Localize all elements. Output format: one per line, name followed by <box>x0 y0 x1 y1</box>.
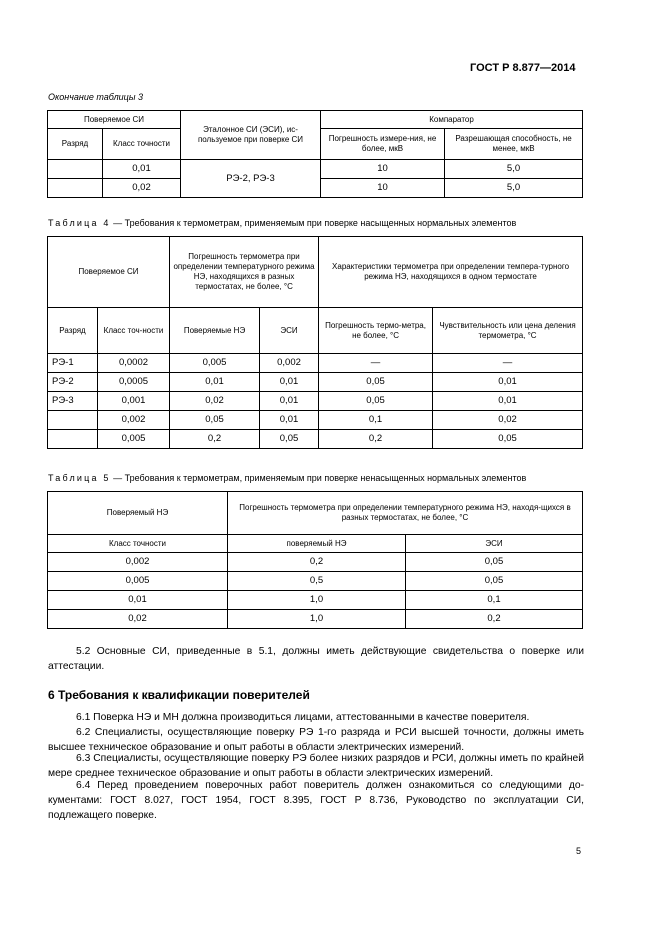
paragraph-6-2: 6.2 Специалисты, осуществляющие поверку РЭ 1-го разряда и РСИ высшей точности, должны иметь высшее техническое образование и опыт работы в области электрических измерений. <box>48 727 584 753</box>
table3-cell-reference: РЭ-2, РЭ-3 <box>181 160 321 198</box>
table-row <box>48 411 583 430</box>
table3-cell-resolution: 5,0 <box>445 179 583 198</box>
table4-cell-error: 0,05 <box>319 373 433 392</box>
table4-cell-ne: 0,2 <box>170 430 260 449</box>
table4-caption-text: — Требования к термометрам, применяемым при поверке насыщенных нормальных элементов <box>113 218 517 228</box>
table-row <box>48 373 583 392</box>
table4-cell-class: 0,001 <box>98 392 170 411</box>
table4-cell-class: 0,002 <box>98 411 170 430</box>
table4-cell-sensitivity: 0,05 <box>433 430 583 449</box>
table3-cell-rank <box>48 179 103 198</box>
table4-cell-ne: 0,01 <box>170 373 260 392</box>
table4-cell-sensitivity: 0,01 <box>433 392 583 411</box>
table-row <box>48 591 583 610</box>
table5-cell-esi: 0,2 <box>406 610 583 629</box>
table4-cell-rank: РЭ-1 <box>48 354 98 373</box>
table3-cell-class: 0,02 <box>103 179 181 198</box>
table4-caption-label: Таблица 4 <box>48 218 111 228</box>
table4 <box>47 236 583 449</box>
table4-cell-ne: 0,005 <box>170 354 260 373</box>
section-6-title: 6 Требования к квалификации поверителей <box>48 688 310 702</box>
table4-header-verified: Поверяемое СИ <box>48 237 170 308</box>
table4-header-verified-ne: Поверяемые НЭ <box>170 308 260 354</box>
table4-header-sensitivity: Чувствительность или цена деления термометра, °С <box>433 308 583 354</box>
table5-cell-class: 0,002 <box>48 553 228 572</box>
table5-cell-ne: 0,2 <box>228 553 406 572</box>
table4-header-class: Класс точ-ности <box>98 308 170 354</box>
page-number: 5 <box>576 846 582 856</box>
table4-cell-esi: 0,01 <box>260 411 319 430</box>
table3-header-comparator: Компаратор <box>321 111 583 129</box>
table-row <box>48 160 583 179</box>
table4-cell-error: 0,05 <box>319 392 433 411</box>
table4-cell-esi: 0,01 <box>260 392 319 411</box>
table3-header-rank: Разряд <box>48 129 103 160</box>
table4-cell-rank <box>48 430 98 449</box>
table4-cell-esi: 0,05 <box>260 430 319 449</box>
table4-cell-rank: РЭ-3 <box>48 392 98 411</box>
table-row <box>48 572 583 591</box>
table5-header-verified-ne: поверяемый НЭ <box>228 535 406 553</box>
table4-cell-esi: 0,01 <box>260 373 319 392</box>
table5-cell-class: 0,01 <box>48 591 228 610</box>
table4-cell-sensitivity: — <box>433 354 583 373</box>
table-row <box>48 354 583 373</box>
table4-cell-error: — <box>319 354 433 373</box>
table3-cell-error: 10 <box>321 179 445 198</box>
table5-caption <box>48 473 526 483</box>
table5-header-class: Класс точности <box>48 535 228 553</box>
table3-header-reference: Эталонное СИ (ЭСИ), ис-пользуемое при поверке СИ <box>181 111 321 160</box>
table4-header-characteristics: Характеристики термометра при определении темпера-турного режима НЭ, находящихся в одном термостате <box>319 237 583 308</box>
table4-cell-esi: 0,002 <box>260 354 319 373</box>
table3 <box>47 110 583 198</box>
table-row <box>48 553 583 572</box>
table4-caption <box>48 218 516 228</box>
table4-cell-class: 0,005 <box>98 430 170 449</box>
table4-cell-class: 0,0002 <box>98 354 170 373</box>
table4-cell-error: 0,2 <box>319 430 433 449</box>
standard-code: ГОСТ Р 8.877—2014 <box>470 62 576 74</box>
table4-header-esi: ЭСИ <box>260 308 319 354</box>
table4-header-thermometer-error: Погрешность термометра при определении температурного режима НЭ, находящихся в разных термостатах, не более, °С <box>170 237 319 308</box>
table5-cell-esi: 0,05 <box>406 572 583 591</box>
table-row <box>48 392 583 411</box>
table3-header-resolution: Разрешающая способность, не менее, мкВ <box>445 129 583 160</box>
table5-cell-ne: 1,0 <box>228 591 406 610</box>
table5-header-thermometer-error: Погрешность термометра при определении температурного режима НЭ, находя-щихся в разных термостатах, не более, °С <box>228 492 583 535</box>
table5-caption-text: — Требования к термометрам, применяемым при поверке ненасыщенных нормальных элементов <box>113 473 527 483</box>
table5-caption-label: Таблица 5 <box>48 473 111 483</box>
table4-cell-sensitivity: 0,02 <box>433 411 583 430</box>
paragraph-6-3: 6.3 Специалисты, осуществляющие поверку РЭ более низких разрядов и РСИ, должны иметь по крайней мере среднее техническое образование и опыт работы в области электрических измерений. <box>48 753 584 779</box>
table3-header-error: Погрешность измере-ния, не более, мкВ <box>321 129 445 160</box>
table5-cell-esi: 0,05 <box>406 553 583 572</box>
table4-cell-ne: 0,05 <box>170 411 260 430</box>
paragraph-5-2: 5.2 Основные СИ, приведенные в 5.1, должны иметь действующие свидетельства о поверке или аттестации. <box>48 646 584 672</box>
table3-caption: Окончание таблицы 3 <box>48 92 143 102</box>
table4-cell-ne: 0,02 <box>170 392 260 411</box>
table3-cell-rank <box>48 160 103 179</box>
table4-cell-sensitivity: 0,01 <box>433 373 583 392</box>
table-row <box>48 430 583 449</box>
table4-cell-rank <box>48 411 98 430</box>
table3-cell-error: 10 <box>321 160 445 179</box>
table5-header-verified: Поверяемый НЭ <box>48 492 228 535</box>
table5-cell-class: 0,02 <box>48 610 228 629</box>
table5-cell-esi: 0,1 <box>406 591 583 610</box>
table3-cell-resolution: 5,0 <box>445 160 583 179</box>
table4-header-rank: Разряд <box>48 308 98 354</box>
table4-cell-error: 0,1 <box>319 411 433 430</box>
table3-cell-class: 0,01 <box>103 160 181 179</box>
paragraph-6-1: 6.1 Поверка НЭ и МН должна производиться лицами, аттестованными в качестве поверителя. <box>76 712 530 723</box>
table-row <box>48 610 583 629</box>
table5-header-esi: ЭСИ <box>406 535 583 553</box>
paragraph-6-4: 6.4 Перед проведением поверочных работ поверитель должен ознакомиться со следующими до-кументами: ГОСТ 8.027, ГОСТ 1954, ГОСТ 8.395, ГОСТ Р 8.736, Руководство по эксплуатации СИ, подлежащего поверке. <box>48 780 584 821</box>
table4-header-error-max: Погрешность термо-метра, не более, °С <box>319 308 433 354</box>
table4-cell-class: 0,0005 <box>98 373 170 392</box>
table4-cell-rank: РЭ-2 <box>48 373 98 392</box>
table5-cell-class: 0,005 <box>48 572 228 591</box>
table5-cell-ne: 1,0 <box>228 610 406 629</box>
table5 <box>47 491 583 629</box>
table3-header-class: Класс точности <box>103 129 181 160</box>
table3-header-verified: Поверяемое СИ <box>48 111 181 129</box>
table5-cell-ne: 0,5 <box>228 572 406 591</box>
